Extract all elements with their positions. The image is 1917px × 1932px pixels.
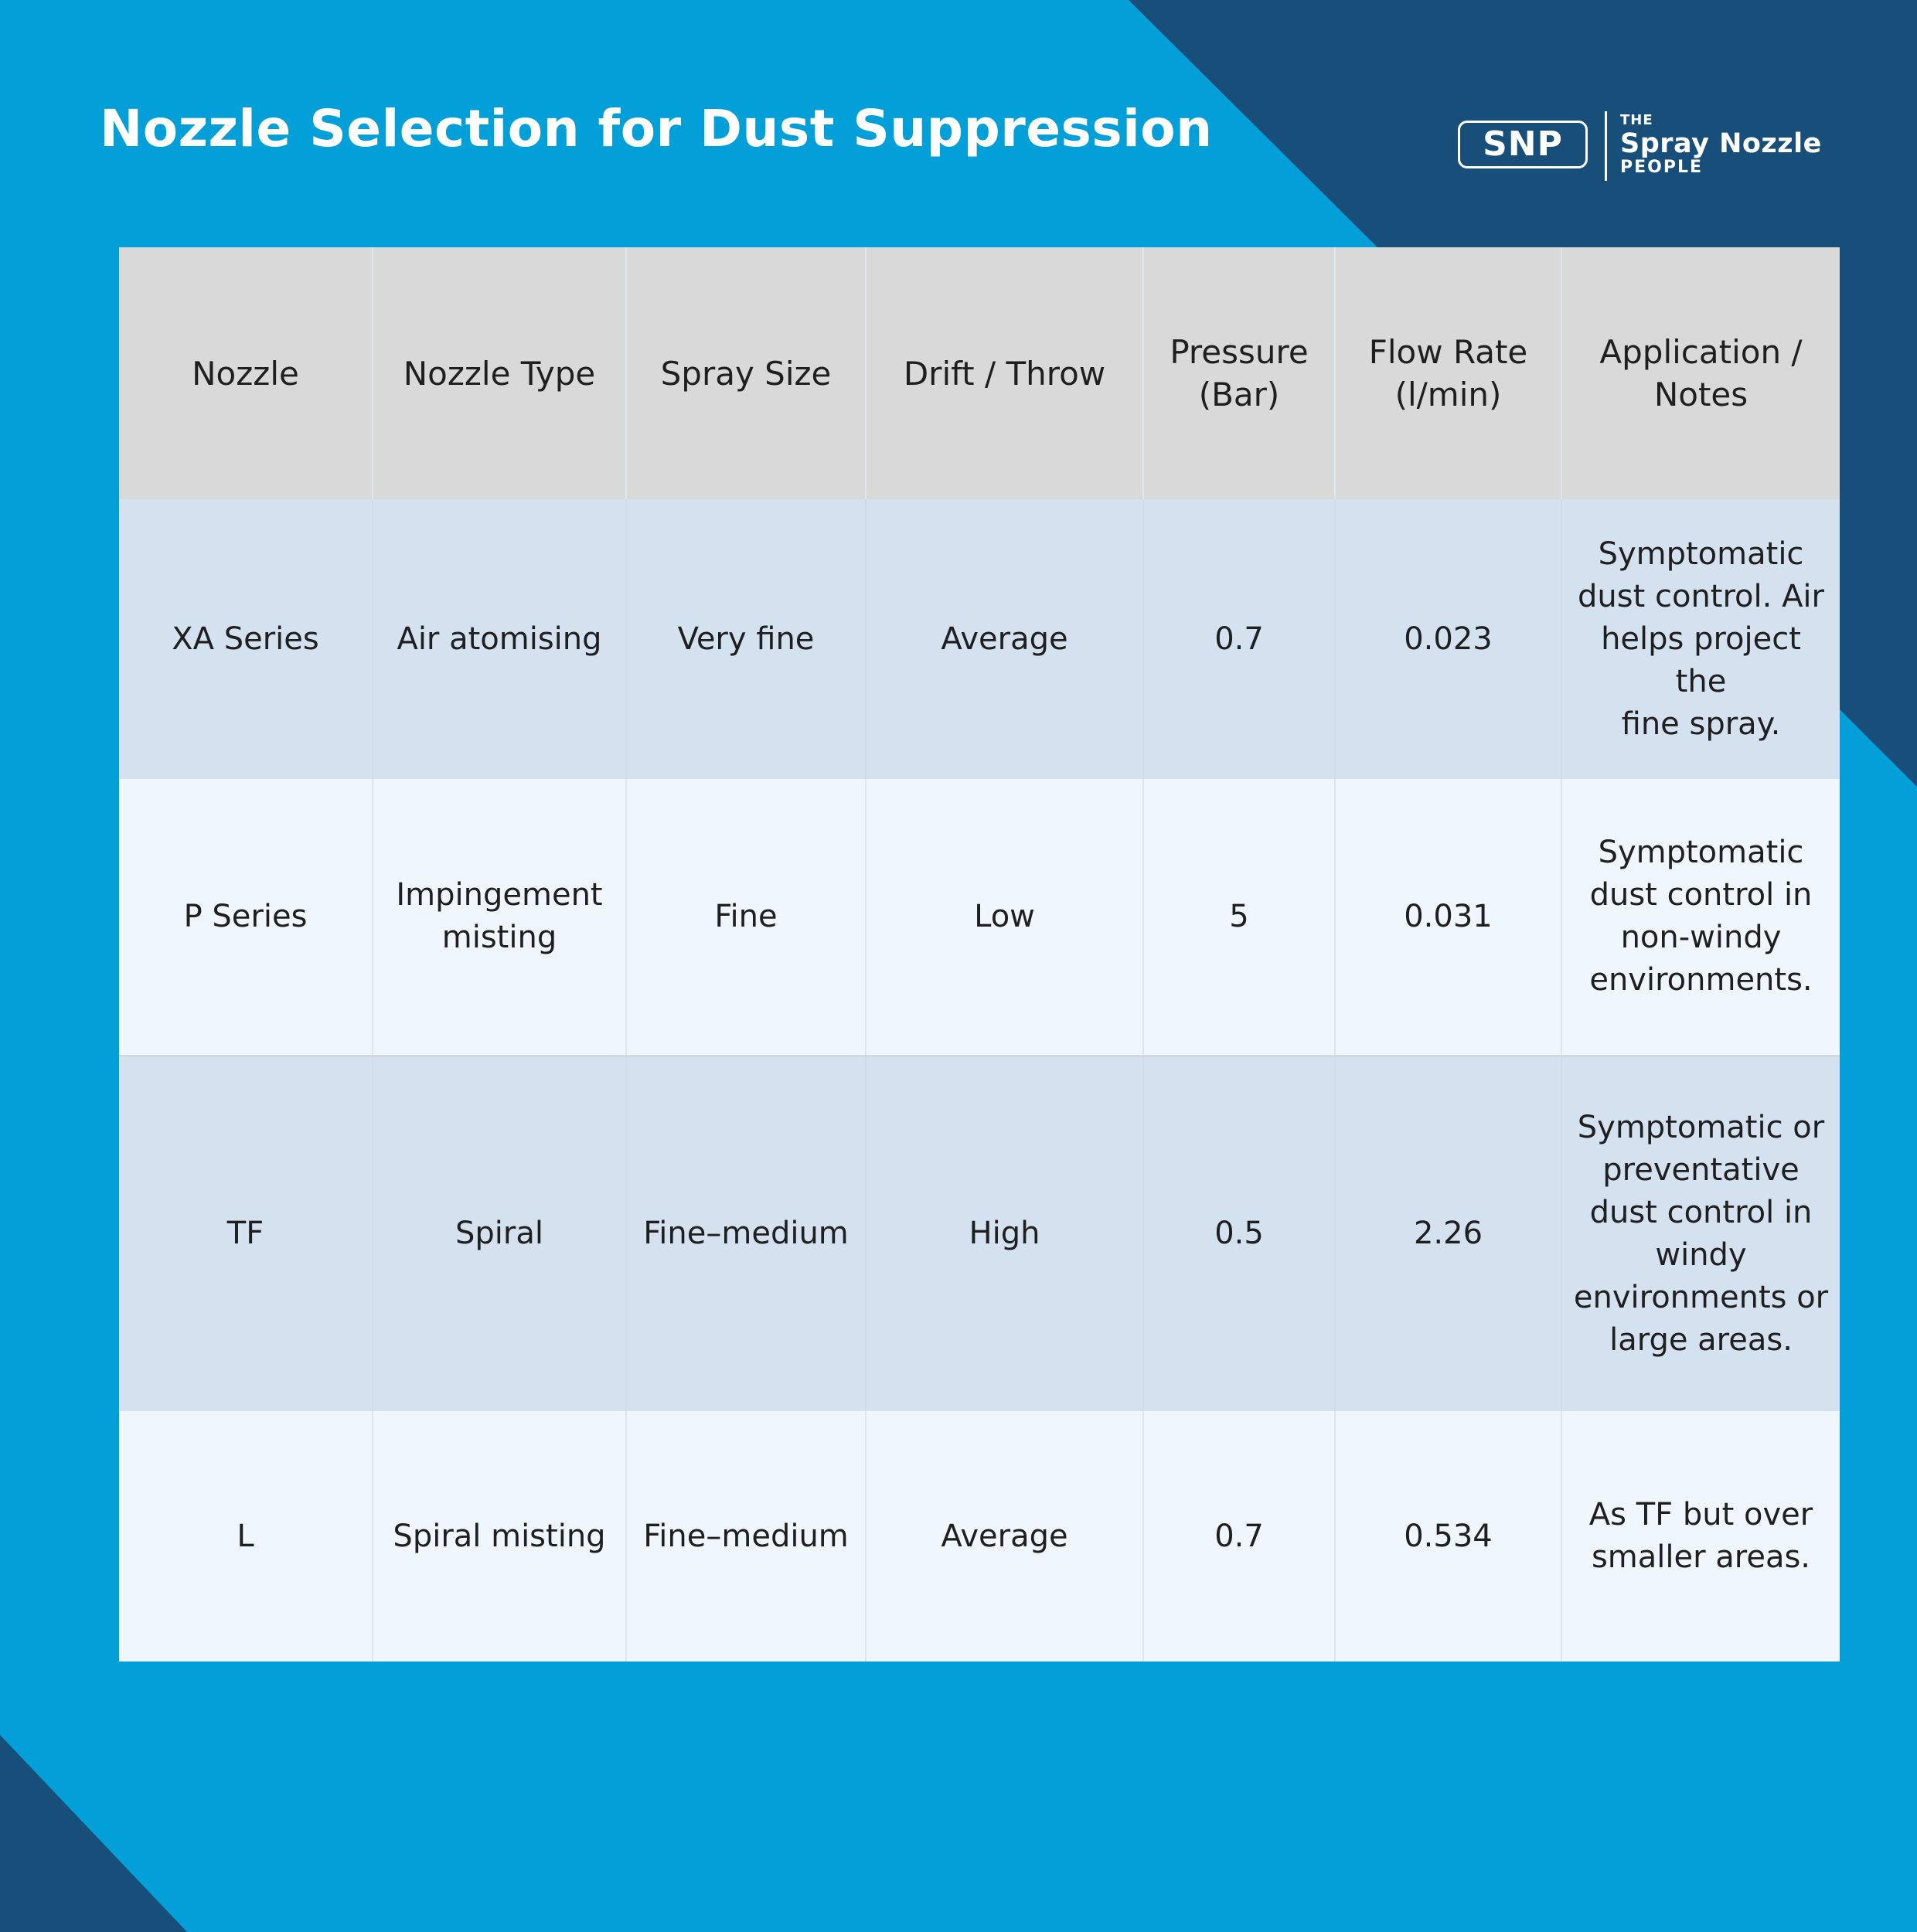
pressure-cell: 0.7 <box>1143 1411 1335 1662</box>
header-cell <box>866 247 1143 499</box>
table-header-row <box>119 247 1840 499</box>
cell-line: non-windy <box>1620 920 1782 956</box>
nozzle-cell: XA Series <box>172 621 319 657</box>
cell-line: Symptomatic <box>1598 536 1804 572</box>
header-cell <box>373 247 626 499</box>
logo-line-the: THE <box>1620 112 1653 128</box>
nozzle-selection-table <box>119 247 1840 1662</box>
cell-line: smaller areas. <box>1591 1539 1811 1575</box>
cell-line: environments or <box>1573 1279 1829 1315</box>
spray-size-cell: Very fine <box>626 499 866 779</box>
nozzle-cell: TF <box>226 1216 264 1252</box>
cell-line: fine spray. <box>1621 706 1781 742</box>
cell-line: Symptomatic or <box>1577 1109 1825 1145</box>
logo-mark: SNP <box>1458 121 1588 168</box>
drift-throw-cell: High <box>866 1056 1143 1411</box>
cell-line: preventative <box>1602 1151 1800 1188</box>
header-cell <box>1335 247 1561 499</box>
table-row <box>119 1411 1840 1662</box>
spray-size-cell: Fine–medium <box>626 1056 866 1411</box>
cell-line: Symptomatic <box>1598 835 1804 871</box>
logo-wordmark <box>1620 113 1822 176</box>
cell-line: dust control. Air <box>1578 578 1824 614</box>
header-cell <box>626 247 866 499</box>
header-line: Drift / Throw <box>903 354 1106 393</box>
snp-logo <box>1458 111 1852 182</box>
page-title: Nozzle Selection for Dust Suppression <box>100 99 1213 158</box>
pressure-cell: 0.7 <box>1143 499 1335 779</box>
drift-throw-cell: Low <box>866 779 1143 1056</box>
header-line: Spray Size <box>660 354 832 393</box>
cell-line: As TF but over <box>1588 1497 1813 1532</box>
logo-line-people: PEOPLE <box>1620 158 1704 177</box>
cell-line: Impingement <box>396 877 603 913</box>
notes-cell <box>1561 1411 1840 1662</box>
cell-line: windy <box>1655 1236 1747 1273</box>
flow-rate-cell: 0.023 <box>1335 499 1561 779</box>
cell-line: helps project the <box>1601 621 1801 699</box>
header-cell <box>119 247 373 499</box>
bottom-left-dark-shape <box>0 1735 187 1932</box>
flow-rate-cell: 0.534 <box>1335 1411 1561 1662</box>
cell-line: dust control in <box>1589 1194 1813 1230</box>
nozzle-cell: L <box>237 1518 254 1554</box>
header-line: (l/min) <box>1394 376 1502 413</box>
spray-size-cell: Fine–medium <box>626 1411 866 1662</box>
table-row <box>119 499 1840 779</box>
nozzle-type-cell <box>373 499 626 779</box>
header-line: Flow Rate <box>1368 333 1528 371</box>
logo-line-main: Spray Nozzle <box>1620 128 1822 159</box>
notes-cell <box>1561 1056 1840 1411</box>
drift-throw-cell: Average <box>866 1411 1143 1662</box>
drift-throw-cell: Average <box>866 499 1143 779</box>
spray-size-cell: Fine <box>626 779 866 1056</box>
notes-cell <box>1561 499 1840 779</box>
cell-line: Spiral <box>455 1216 543 1252</box>
pressure-cell: 5 <box>1143 779 1335 1056</box>
nozzle-cell: P Series <box>183 898 308 934</box>
header-cell <box>1561 247 1840 499</box>
nozzle-type-cell <box>373 779 626 1056</box>
header-line: Pressure <box>1170 333 1309 371</box>
header-line: Nozzle Type <box>403 354 596 393</box>
nozzle-type-cell <box>373 1056 626 1411</box>
logo-divider <box>1605 111 1607 181</box>
flow-rate-cell: 2.26 <box>1335 1056 1561 1411</box>
table-row <box>119 779 1840 1056</box>
notes-cell <box>1561 779 1840 1056</box>
header-cell <box>1143 247 1335 499</box>
cell-line: dust control in <box>1589 877 1813 913</box>
cell-line: misting <box>441 920 557 956</box>
header-line: (Bar) <box>1198 376 1280 413</box>
nozzle-type-cell <box>373 1411 626 1662</box>
header-line: Nozzle <box>192 354 299 393</box>
cell-line: environments. <box>1589 962 1813 998</box>
flow-rate-cell: 0.031 <box>1335 779 1561 1056</box>
cell-line: Air atomising <box>397 621 602 657</box>
cell-line: large areas. <box>1609 1321 1793 1358</box>
header-line: Notes <box>1653 376 1748 413</box>
pressure-cell: 0.5 <box>1143 1056 1335 1411</box>
table-row <box>119 1056 1840 1411</box>
cell-line: Spiral misting <box>393 1518 606 1554</box>
header-line: Application / <box>1599 333 1803 371</box>
